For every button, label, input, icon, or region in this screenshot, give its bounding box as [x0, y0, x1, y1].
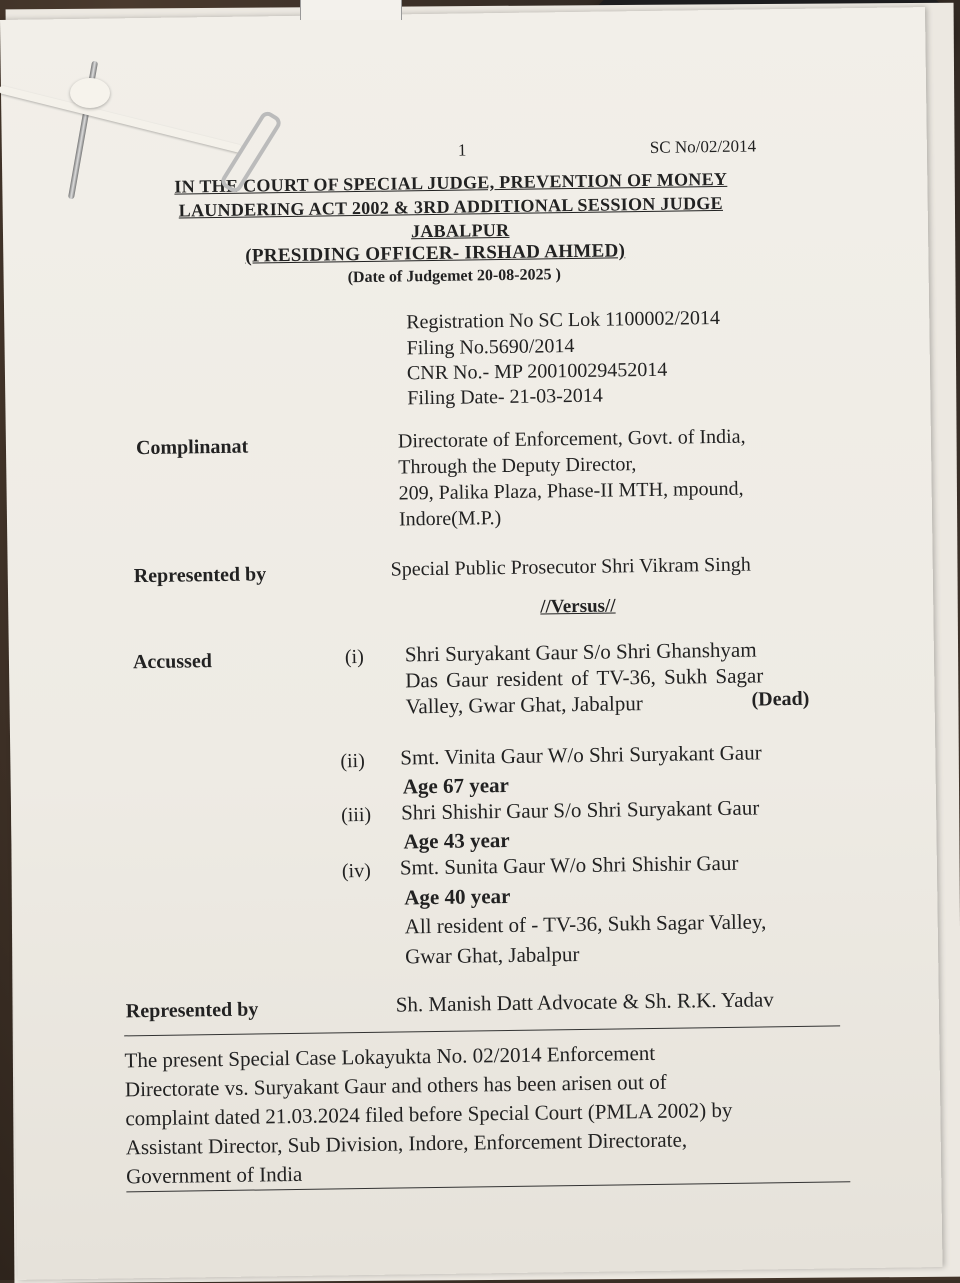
accused-1-line-1: Shri Suryakant Gaur S/o Shri Ghanshyam — [404, 637, 757, 667]
accused-4-line-1: Smt. Sunita Gaur W/o Shri Shishir Gaur — [399, 850, 739, 880]
accused-4-number: (iv) — [341, 859, 371, 883]
judgement-page — [0, 7, 943, 1280]
court-title-line-2: LAUNDERING ACT 2002 & 3RD ADDITIONAL SESSION JUDGE — [178, 192, 724, 221]
string-knot — [70, 78, 110, 108]
complainant-represented-value: Special Public Prosecutor Shri Vikram Singh — [390, 553, 751, 581]
complainant-line-1: Directorate of Enforcement, Govt. of India, — [397, 425, 746, 453]
versus-heading: //Versus// — [540, 595, 616, 618]
filing-number: Filing No.5690/2014 — [406, 335, 575, 360]
accused-represented-value: Sh. Manish Datt Advocate & Sh. R.K. Yadav — [395, 987, 774, 1017]
complainant-line-4: Indore(M.P.) — [398, 507, 502, 531]
accused-label: Accussed — [132, 650, 213, 674]
presiding-officer: (PRESIDING OFFICER- IRSHAD AHMED) — [245, 240, 626, 267]
judgement-date: (Date of Judgemet 20-08-2025 ) — [347, 266, 562, 287]
accused-residence-line-2: Gwar Ghat, Jabalpur — [404, 942, 580, 969]
accused-1-line-2: Das Gaur resident of TV-36, Sukh Sagar — [405, 663, 764, 693]
accused-3-number: (iii) — [340, 803, 372, 827]
case-reference: SC No/02/2014 — [649, 136, 757, 157]
accused-3-age: Age 43 year — [403, 827, 510, 854]
separator-rule-top — [124, 1025, 840, 1036]
court-title-line-1: IN THE COURT OF SPECIAL JUDGE, PREVENTION OF MONEY — [174, 168, 728, 197]
accused-1-line-3: Valley, Gwar Ghat, Jabalpur — [405, 691, 643, 719]
accused-1-number: (i) — [344, 645, 364, 669]
accused-2-number: (ii) — [340, 749, 365, 773]
accused-4-age: Age 40 year — [404, 883, 511, 910]
accused-residence-line-1: All resident of - TV-36, Sukh Sagar Valley, — [404, 909, 767, 939]
filing-date: Filing Date- 21-03-2014 — [407, 384, 603, 410]
court-title-line-3: JABALPUR — [410, 219, 510, 242]
complainant-line-2: Through the Deputy Director, — [398, 453, 637, 479]
registration-number: Registration No SC Lok 1100002/2014 — [406, 306, 721, 334]
accused-3-line-1: Shri Shishir Gaur S/o Shri Suryakant Gaur — [400, 795, 760, 825]
summary-line-2: Directorate vs. Suryakant Gaur and others has been arisen out of — [124, 1069, 667, 1102]
cnr-number: CNR No.- MP 20010029452014 — [406, 358, 668, 385]
accused-1-status: (Dead) — [751, 687, 810, 711]
summary-line-3: complaint dated 21.03.2024 filed before Special Court (PMLA 2002) by — [125, 1097, 733, 1131]
complainant-represented-label: Represented by — [133, 563, 267, 588]
summary-line-5: Government of India — [125, 1161, 303, 1189]
page-number: 1 — [457, 140, 467, 160]
complainant-line-3: 209, Palika Plaza, Phase-II MTH, mpound, — [398, 477, 744, 505]
summary-line-1: The present Special Case Lokayukta No. 02/2014 Enforcement — [124, 1040, 656, 1073]
accused-2-line-1: Smt. Vinita Gaur W/o Shri Suryakant Gaur — [400, 740, 762, 770]
complainant-label: Complinanat — [135, 435, 249, 460]
paper-tab — [300, 0, 402, 20]
accused-represented-label: Represented by — [125, 998, 259, 1023]
summary-line-4: Assistant Director, Sub Division, Indore, Enforcement Directorate, — [125, 1127, 688, 1160]
accused-2-age: Age 67 year — [402, 772, 510, 799]
